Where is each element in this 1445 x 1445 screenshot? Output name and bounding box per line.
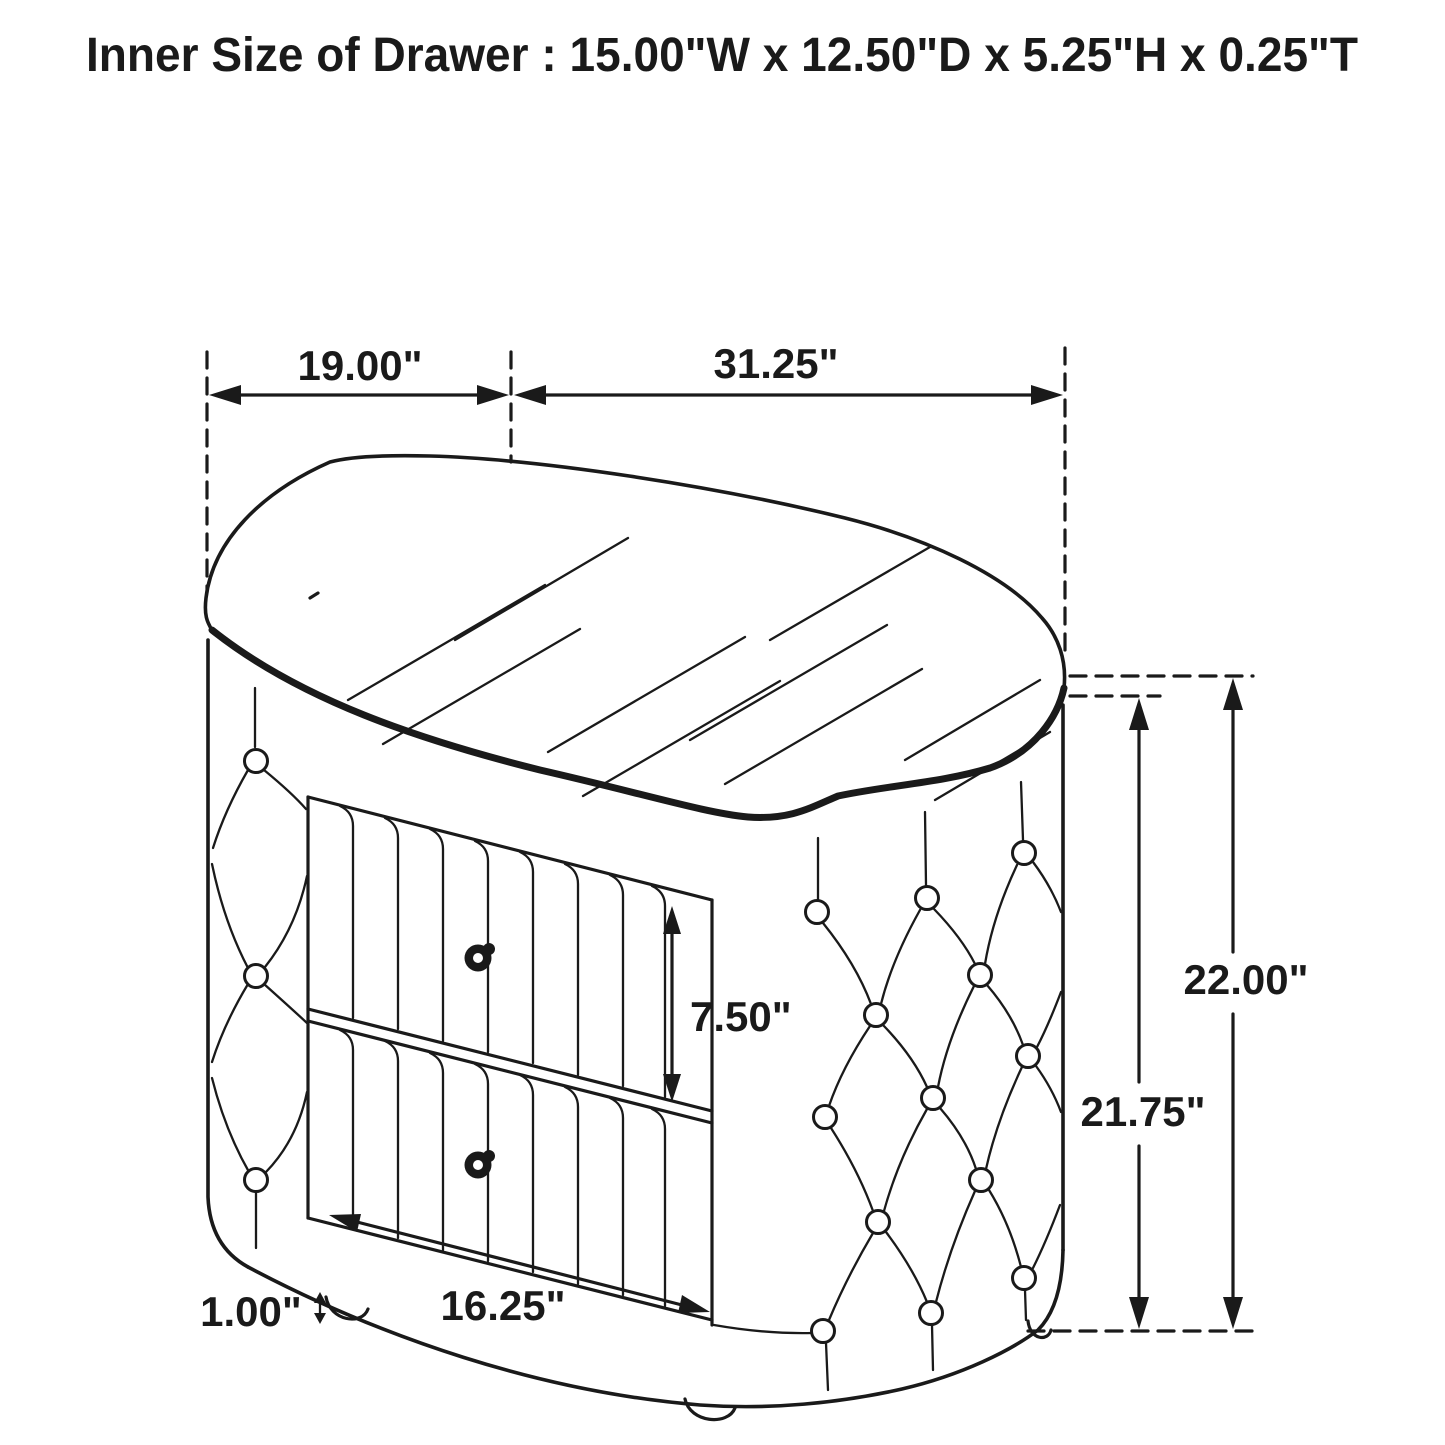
tuft-button bbox=[245, 965, 268, 988]
dimension-drawer-height bbox=[663, 906, 792, 1102]
tuft-seam bbox=[264, 984, 307, 1023]
tuft-button bbox=[970, 1169, 993, 1192]
tuft-seam bbox=[213, 770, 248, 848]
top-drawer-channels bbox=[340, 806, 665, 1097]
dim-label-overall-height: 22.00" bbox=[1183, 956, 1309, 1003]
tuft-button bbox=[865, 1004, 888, 1027]
tuft-seam bbox=[265, 876, 307, 967]
top-drawer-bottom-edge bbox=[308, 1009, 712, 1111]
tuft-seam bbox=[212, 864, 248, 968]
dimension-body-height bbox=[1070, 696, 1206, 1329]
tuft-seam bbox=[1033, 1205, 1060, 1268]
tuft-button bbox=[922, 1087, 945, 1110]
tuft-stub bbox=[932, 1325, 933, 1370]
left-tufted-panel bbox=[212, 688, 307, 1248]
right-tufted-panel bbox=[806, 782, 1062, 1390]
tuft-seam bbox=[1036, 1066, 1061, 1112]
tuft-button bbox=[1013, 1267, 1036, 1290]
tuft-seam bbox=[823, 923, 871, 1004]
tabletop bbox=[205, 456, 1064, 818]
tuft-seam bbox=[940, 1108, 976, 1169]
tuft-seam bbox=[829, 1026, 870, 1106]
tuft-stub bbox=[925, 812, 926, 885]
bottom-drawer-top-edge bbox=[308, 1021, 712, 1123]
tuft-seam bbox=[938, 986, 974, 1087]
dim-label-top-depth: 19.00" bbox=[297, 342, 423, 389]
dim-label-body-height: 21.75" bbox=[1080, 1088, 1206, 1135]
tuft-button bbox=[969, 964, 992, 987]
tabletop-outline bbox=[205, 456, 1064, 818]
tuft-seam bbox=[989, 1190, 1021, 1267]
diagram-title: Inner Size of Drawer : 15.00"W x 12.50"D x 5.25"H x 0.25"T bbox=[86, 29, 1358, 82]
tuft-seam bbox=[1033, 862, 1061, 912]
tabletop-grain-lines bbox=[310, 538, 1050, 800]
tuft-button bbox=[1013, 842, 1036, 865]
tuft-seam bbox=[881, 910, 920, 1004]
tuft-seam bbox=[829, 1233, 873, 1320]
tuft-seam bbox=[212, 1078, 249, 1172]
tuft-button bbox=[245, 750, 268, 773]
tuft-seam bbox=[934, 909, 975, 964]
tuft-seam bbox=[886, 1232, 927, 1302]
tuft-button bbox=[867, 1211, 890, 1234]
tuft-seam bbox=[986, 1067, 1022, 1169]
tuft-button bbox=[812, 1320, 835, 1343]
tuft-button bbox=[916, 887, 939, 910]
tuft-seam bbox=[884, 1109, 927, 1211]
tuft-seam bbox=[883, 1025, 927, 1087]
tuft-seam bbox=[985, 865, 1017, 964]
dim-label-top-width: 31.25" bbox=[713, 340, 839, 387]
tuft-button bbox=[245, 1169, 268, 1192]
dimension-overall-height bbox=[1028, 676, 1309, 1331]
dimension-top-depth bbox=[207, 342, 511, 592]
dim-label-drawer-height: 7.50" bbox=[690, 993, 792, 1040]
tuft-stub bbox=[826, 1343, 828, 1390]
tuft-seam bbox=[266, 1092, 307, 1172]
front-bottom-rail bbox=[714, 1325, 812, 1333]
bottom-drawer-knob bbox=[465, 1150, 496, 1179]
tuft-seam bbox=[1037, 992, 1061, 1047]
tuft-seam bbox=[212, 984, 248, 1062]
tuft-seam bbox=[831, 1128, 873, 1211]
tuft-seam bbox=[987, 985, 1023, 1045]
tuft-button bbox=[920, 1302, 943, 1325]
body-bottom-rim bbox=[248, 1250, 1063, 1407]
dim-label-foot-height: 1.00" bbox=[200, 1288, 302, 1335]
tuft-button bbox=[814, 1106, 837, 1129]
tabletop-front-edge bbox=[212, 630, 1064, 817]
foot-center bbox=[685, 1399, 735, 1420]
top-drawer-knob bbox=[465, 943, 496, 972]
tuft-stub bbox=[1025, 1290, 1026, 1320]
dim-label-drawer-width: 16.25" bbox=[440, 1282, 566, 1329]
dimension-top-width bbox=[514, 340, 1065, 655]
tuft-button bbox=[806, 901, 829, 924]
drawer-stack bbox=[308, 797, 712, 1325]
top-drawer-top-edge bbox=[308, 797, 712, 900]
tuft-stub bbox=[1021, 782, 1023, 840]
tuft-button bbox=[1017, 1045, 1040, 1068]
tuft-seam bbox=[264, 770, 306, 809]
tuft-seam bbox=[936, 1191, 975, 1302]
